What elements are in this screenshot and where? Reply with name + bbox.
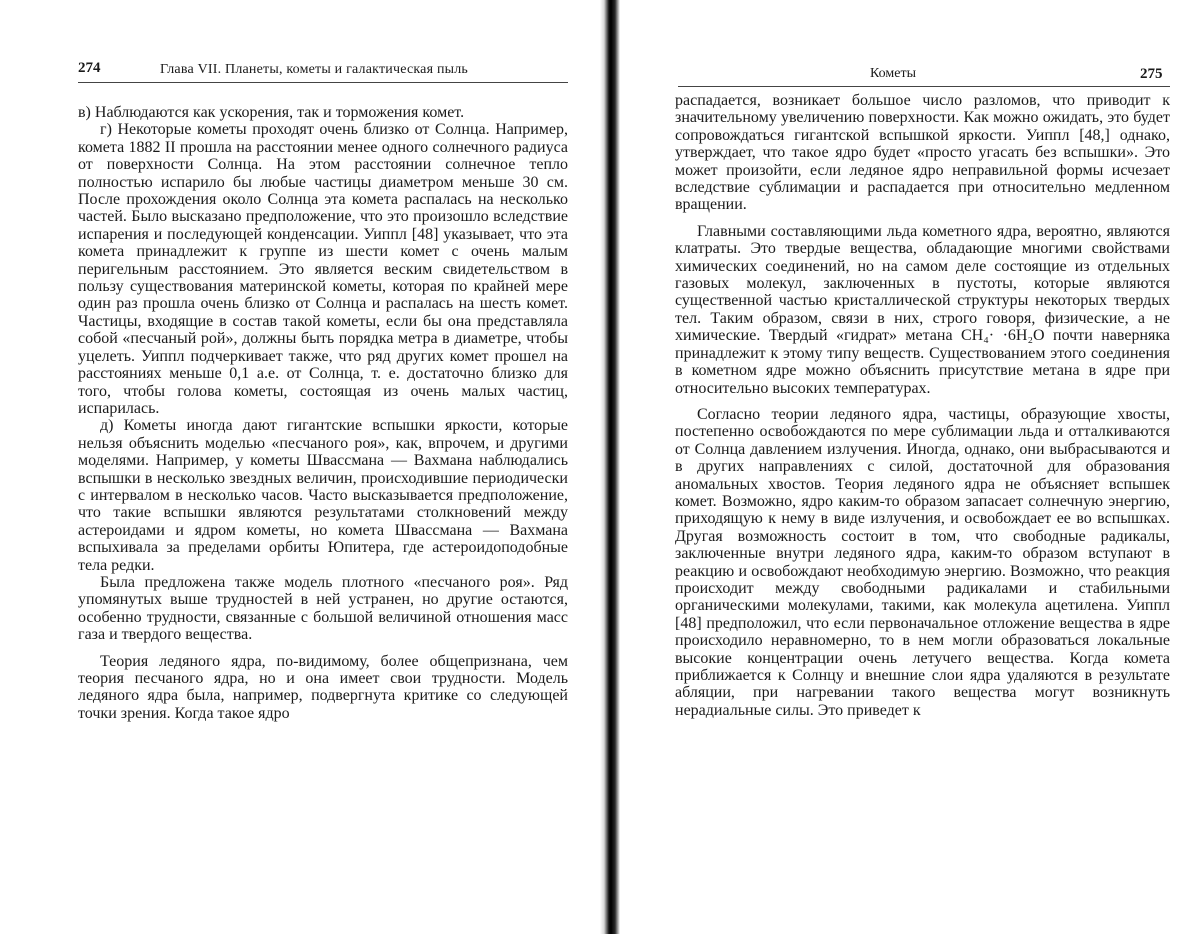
page-number-right: 275 (1140, 66, 1163, 83)
body-text-right (675, 92, 1170, 719)
paragraph: Теория ледяного ядра, по-видимому, более общепризнана, чем теория песчаного ядра, но и она имеет свои трудности. Модель ледяного ядра была, например, подвергнута критике со следующей точки зрения. Когда такое ядро (78, 653, 568, 723)
header-rule-right (678, 86, 1170, 87)
paragraph: Главными составляющими льда кометного ядра, вероятно, являются клатраты. Это твердые вещества, обладающие многими свойствами химических соединений, но на самом деле состоящие из отдельных газовых молекул, заключенных в пустоты, которые являются существенной частью кристаллической структуры некоторых твердых тел. Таким образом, связи в них, строго говоря, физические, а не химические. Твердый «гидрат» метана CH₄· ·6H₂O почти наверняка принадлежит к этому типу веществ. Существованием этого соединения в кометном ядре можно объяснить присутствие метана в ядре при относительно высоких температурах. (675, 223, 1170, 397)
paragraph: распадается, возникает большое число разломов, что приводит к значительному увеличению поверхности. Как можно ожидать, это будет сопровождаться гигантской вспышкой яркости. Уиппл [48,] однако, утверждает, что такое ядро будет «просто угасать без вспышки». Это может произойти, если ледяное ядро неправильной формы исчезает вследствие сублимации и распадается при относительно медленном вращении. (675, 92, 1170, 214)
body-text-left (78, 104, 568, 722)
left-page (0, 0, 600, 934)
paragraph: Согласно теории ледяного ядра, частицы, образующие хвосты, постепенно освобождаются по мере сублимации льда и отталкиваются от Солнца давлением излучения. Иногда, однако, они выбрасываются и в других направлениях с силой, достаточной для образования аномальных хвостов. Теория ледяного ядра не объясняет вспышек комет. Возможно, ядро каким-то образом запасает солнечную энергию, приходящую к нему в виде излучения, и освобождает ее во вспышках. Другая возможность состоит в том, что свободные радикалы, заключенные внутри ледяного ядра, каким-то образом вступают в реакцию и освобождают необходимую энергию. Возможно, что реакция происходит между свободными радикалами и стабильными органическими молекулами, такими, как молекула ацетилена. Уиппл [48] предположил, что если первоначальное отложение вещества в ядре происходило неравномерно, то в нем могли образоваться локальные высокие концентрации очень летучего вещества. Когда комета приближается к Солнцу и внешние слои ядра удаляются в результате абляции, при нагревании такого вещества могут возникнуть нерадиальные силы. Это приведет к (675, 406, 1170, 719)
page-number-left: 274 (78, 60, 101, 77)
header-rule-left (78, 82, 568, 83)
book-spine-gutter (600, 0, 620, 934)
paragraph: Была предложена также модель плотного «песчаного роя». Ряд упомянутых выше трудностей в ней устранен, но другие остаются, особенно трудности, связанные с большой величиной отношения масс газа и твердого вещества. (78, 574, 568, 644)
paragraph: в) Наблюдаются как ускорения, так и торможения комет. (78, 104, 568, 121)
right-page (620, 0, 1200, 934)
running-head-right: Кометы (870, 66, 916, 82)
paragraph: г) Некоторые кометы проходят очень близко от Солнца. Например, комета 1882 II прошла на расстоянии менее одного солнечного радиуса от поверхности Солнца. На этом расстоянии солнечное тепло полностью испарило бы любые частицы диаметром меньше 30 см. После прохождения около Солнца эта комета распалась на несколько частей. Было высказано предположение, что это произошло вследствие испарения и последующей конденсации. Уиппл [48] указывает, что эта комета принадлежит к группе из шести комет с очень малым перигельным расстоянием. Это является веским свидетельством в пользу существования материнской кометы, которая по крайней мере один раз прошла очень близко от Солнца и распалась на шесть комет. Частицы, входящие в состав такой кометы, если бы она представляла собой «песчаный рой», должны быть порядка метра в диаметре, чтобы уцелеть. Уиппл подчеркивает также, что ряд других комет прошел на расстояниях меньше 0,1 а.е. от Солнца, т. е. достаточно близко для того, чтобы голова кометы, состоящая из очень малых частиц, испарилась. (78, 121, 568, 417)
running-head-left: Глава VII. Планеты, кометы и галактическая пыль (160, 62, 468, 78)
paragraph: д) Кометы иногда дают гигантские вспышки яркости, которые нельзя объяснить моделью «песчаного роя», как, впрочем, и другими моделями. Например, у кометы Швассмана — Вахмана наблюдались вспышки в несколько звездных величин, происходившие периодически с интервалом в несколько часов. Часто высказывается предположение, что такие вспышки являются результатами столкновений между астероидами и ядром кометы, но комета Швассмана — Вахмана вспыхивала за пределами орбиты Юпитера, где астероидоподобные тела редки. (78, 417, 568, 574)
